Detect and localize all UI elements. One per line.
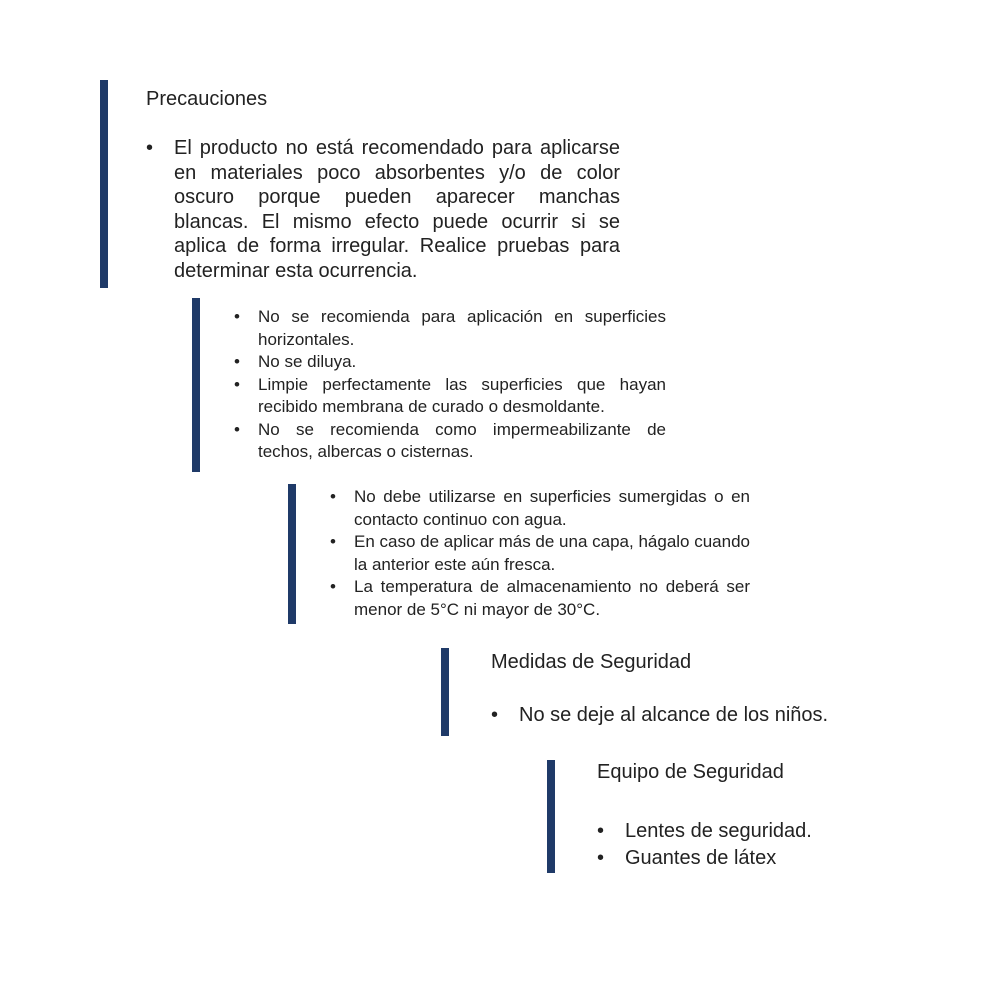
equipo-seguridad-list — [597, 818, 837, 872]
medidas-seguridad-section — [441, 648, 841, 736]
precauciones-continued-list — [234, 306, 666, 464]
section-accent-bar — [100, 80, 108, 288]
precauciones-continued-section — [192, 298, 672, 472]
section-accent-bar — [441, 648, 449, 736]
medidas-seguridad-list — [491, 703, 831, 727]
precauciones-title: Precauciones — [146, 88, 268, 110]
precauciones-list — [146, 136, 620, 283]
list-item: • En caso de aplicar más de una capa, hágalo cuando la anterior este aún fresca. — [330, 531, 750, 576]
list-item: • No se recomienda como impermeabilizante de techos, albercas o cisternas. — [234, 419, 666, 464]
section-accent-bar — [547, 760, 555, 873]
precauciones-more-list — [330, 486, 750, 621]
section-accent-bar — [192, 298, 200, 472]
equipo-seguridad-title: Equipo de Seguridad — [597, 761, 784, 783]
list-item: • No debe utilizarse en superficies sumergidas o en contacto continuo con agua. — [330, 486, 750, 531]
list-item: • Guantes de látex — [597, 845, 837, 872]
precauciones-more-section — [288, 484, 758, 624]
medidas-seguridad-title: Medidas de Seguridad — [491, 651, 692, 673]
equipo-seguridad-section — [547, 760, 847, 873]
list-item: • No se recomienda para aplicación en superficies horizontales. — [234, 306, 666, 351]
list-item: • La temperatura de almacenamiento no deberá ser menor de 5°C ni mayor de 30°C. — [330, 576, 750, 621]
precauciones-section — [100, 80, 640, 288]
section-accent-bar — [288, 484, 296, 624]
list-item: • No se diluya. — [234, 351, 666, 374]
list-item: • Lentes de seguridad. — [597, 818, 837, 845]
list-item: • No se deje al alcance de los niños. — [491, 703, 831, 727]
list-item: • Limpie perfectamente las superficies que hayan recibido membrana de curado o desmoldante. — [234, 374, 666, 419]
list-item: • El producto no está recomendado para aplicarse en materiales poco absorbentes y/o de color oscuro porque pueden aparecer manchas blancas. El mismo efecto puede ocurrir si se aplica de forma irregular. Realice pruebas para determinar esta ocurrencia. — [146, 136, 620, 283]
